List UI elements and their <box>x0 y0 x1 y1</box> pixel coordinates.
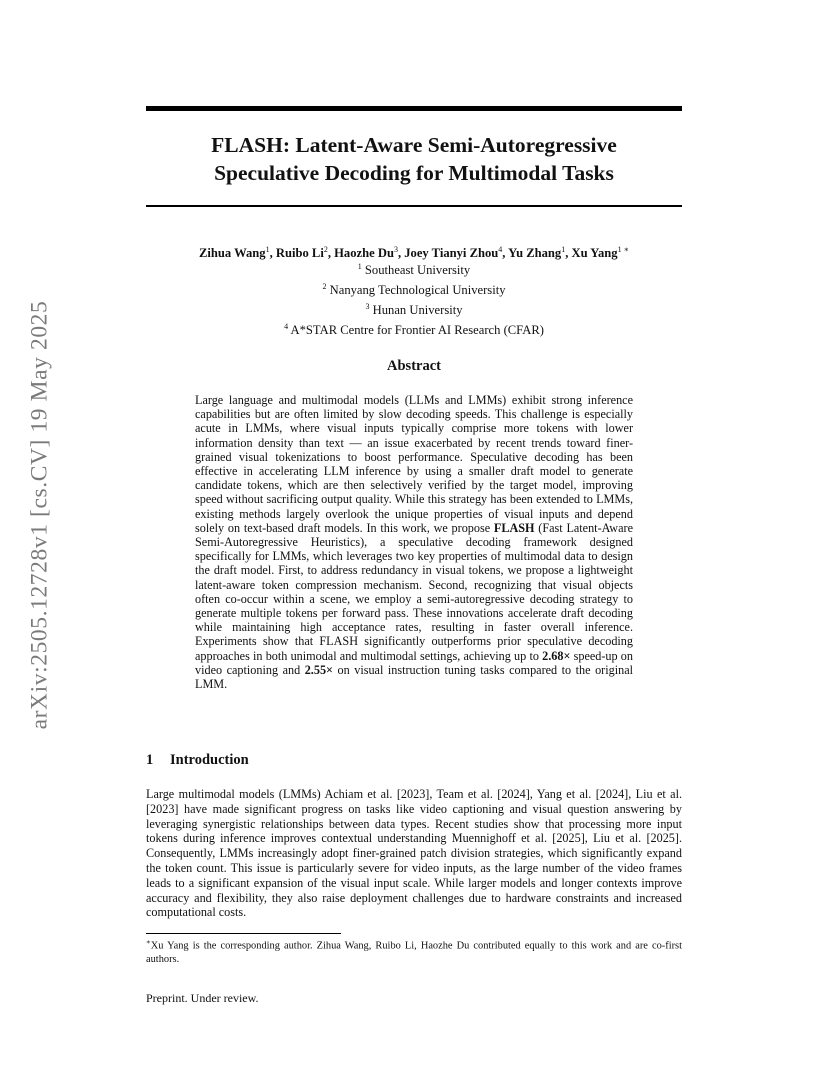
footnote-mark: ∗ <box>146 938 151 946</box>
affiliation: $^2$ Nanyang Technological University <box>322 281 506 298</box>
speedup-instruction: 2.55× <box>304 662 333 677</box>
footnote-rule <box>146 933 341 934</box>
affiliation: $^4$ A*STAR Centre for Frontier AI Research (CFAR) <box>284 321 544 338</box>
arxiv-identifier[interactable]: arXiv:2505.12728v1 [cs.CV] 19 May 2025 <box>26 300 53 730</box>
affiliation: $^1$ Southeast University <box>357 262 471 278</box>
author: Ruibo Li$^2$, <box>275 245 335 261</box>
footnote: ∗Xu Yang is the corresponding author. Zihua Wang, Ruibo Li, Haozhe Du contributed equally to this work and are co-first authors. <box>146 938 682 965</box>
author: Joey Tianyi Zhou$^4$, <box>404 245 509 261</box>
title-line-1: FLASH: Latent-Aware Semi-Autoregressive <box>211 133 617 157</box>
author: Haozhe Du$^3$, <box>334 245 405 261</box>
abstract-body: Large language and multimodal models (LLMs and LMMs) exhibit strong inference capabilities but are often limited by slow decoding speeds. This challenge is especially acute in LMMs, where visual inputs typically comprise more tokens with lower information density than text — an issue exacerbated by recent trends toward finer-grained visual tokenizations to boost performance. Speculative decoding has been effective in accelerating LLM inference by using a smaller draft model to generate candidate tokens, which are then selectively verified by the target model, improving speed without sacrificing output quality. While this strategy has been extended to LMMs, existing methods largely overlook the unique properties of visual inputs and depend solely on text-based draft models. In this work, we propose FLASH (Fast Latent-Aware Semi-Autoregressive Heuristics), a speculative decoding framework designed specifically for LMMs, which leverages two key properties of multimodal data to design the draft model. First, to address redundancy in visual tokens, we propose a lightweight latent-aware token compression mechanism. Second, recognizing that visual objects often co-occur within a scene, we employ a semi-autoregressive decoding strategy to generate multiple tokens per forward pass. These innovations accelerate draft decoding while maintaining high acceptance rates, resulting in faster overall inference. Experiments show that FLASH significantly outperforms prior speculative decoding approaches in both unimodal and multimodal settings, achieving up to 2.68× speed-up on video captioning and 2.55× on visual instruction tuning tasks compared to the original LMM. <box>195 393 633 692</box>
section-heading-introduction <box>146 752 249 769</box>
title-line-2: Speculative Decoding for Multimodal Tasks <box>214 161 614 185</box>
speedup-video: 2.68× <box>542 648 571 663</box>
affiliation-list <box>146 259 682 339</box>
preprint-notice: Preprint. Under review. <box>146 991 259 1005</box>
author: Yu Zhang$^1$, <box>508 245 572 261</box>
section-title: Introduction <box>170 752 249 768</box>
introduction-paragraph: Large multimodal models (LMMs) Achiam et al. [2023], Team et al. [2024], Yang et al. [2024], Liu et al. [2023] have made significant progress on tasks like video captioning and visual question answering by leveraging synergistic relationships between data types. Recent studies show that processing more input tokens during inference improves contextual understanding Muennighoff et al. [2025], Liu et al. [2025]. Consequently, LMMs increasingly adopt finer-grained patch division strategies, which significantly expand the token count. This issue is particularly severe for video inputs, as the large number of the video frames leads to a significant expansion of the visual input scale. While larger models and longer contexts improve accuracy and flexibility, they also raise deployment challenges due to hardware constraints and increased computational costs. <box>146 787 682 920</box>
title-bottom-rule <box>146 205 682 207</box>
method-name: FLASH <box>493 520 535 535</box>
section-number: 1 <box>146 752 154 768</box>
author: Zihua Wang$^1$, <box>198 245 276 261</box>
paper-title <box>146 131 682 187</box>
abstract-heading: Abstract <box>387 358 441 374</box>
author: Xu Yang$^{1 ∗}$ <box>571 245 630 261</box>
title-top-rule <box>146 106 682 111</box>
affiliation: $^3$ Hunan University <box>365 301 463 318</box>
